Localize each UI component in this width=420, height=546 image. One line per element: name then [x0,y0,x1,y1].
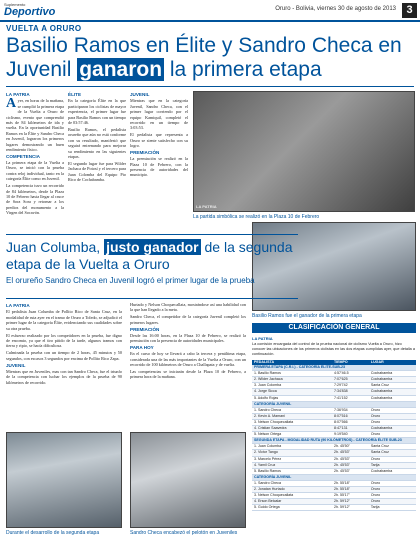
headline-part-a: Juan Columba, [6,239,105,255]
rider-time: 7:34'838 [332,389,369,395]
story1-column-2 [68,91,126,184]
classification-banner: CLASIFICACIÓN GENERAL [252,323,416,333]
rider-place: Oruro [369,456,416,462]
subheading: JUVENIL [6,362,26,368]
table-row [252,389,416,395]
intro-text: La comisión encargada del control de la prueba nacional de ciclismo Vuelta a Oruro, hizo conocer las ubicaciones de los primeros ciclistas en las dos etapas cumplidas ayer, que detalla a continuación. [252,342,415,356]
headline-part-a: Basilio Ramos en Élite y Sandro Checa en Juvenil [6,34,402,81]
second-deck: El orureño Sandro Checa en Juvenil logró el primer lugar de la prueba [6,276,255,285]
rider-time: 2h. 59'12" [332,499,369,505]
rider-time: 2h. 45'53" [332,462,369,468]
rider-place: Cochabamba [369,377,416,383]
start-line-photo [193,91,415,212]
rider-name: 3. Nelson Choquecallata [252,493,332,499]
rider-place: Cochabamba [369,426,416,432]
paragraph: Las competencias se iniciarán desde la Plaza 10 de Febrero, a primera hora de la mañana. [130,369,246,380]
byline: LA PATRIA [252,336,273,342]
category-label: PRIMERA ETAPA (C.R.I.) - CATEGORÍA ÉLITE-SUB-23 [252,365,416,371]
paragraph [6,98,64,152]
headline-divider [6,86,414,87]
rider-time: 2h. 55'18" [332,480,369,486]
rider-place: Oruro [369,407,416,413]
rider-name: 3. Nelson Choquecallata [252,419,332,425]
second-headline [6,239,302,273]
subheading: COMPETENCIA [6,154,40,160]
paragraph: Basilio Ramos, el pedalista orureño que aún no está conforme con su resultado, manifestó que seguirá entrenando para mejorar su rendimiento en las siguientes etapas. [68,127,126,160]
table-row [252,377,416,383]
rider-place: Santa Cruz [369,444,416,450]
rider-time: 2h. 45'53" [332,456,369,462]
story2-column-2 [130,302,246,381]
drop-cap: A [6,96,17,112]
logo-supertitle: Suplemento [4,2,26,7]
paragraph-text: yer, en horas de la mañana, se cumplió la primera etapa de la Vuelta a Oruro de ciclismo, evento que comprendió más de 84 kilómetros de ida y vuelta. En la oportunidad Basilio Ramos en la Élite y Sandro Checa en Juvenil, lograron los primeros lugares demostrando un buen rendimiento físico. [6,98,64,153]
rider-time: 2h. 45'50" [332,444,369,450]
category-label: SEGUNDA ETAPA - MODALIDAD RUTA (90 KILÓMETROS) - CATEGORÍA ÉLITE SUB-23 [252,438,416,444]
rider-place: Tarija [369,462,416,468]
rider-place: Cochabamba [369,389,416,395]
byline: LA PATRIA [6,92,30,98]
section-kicker: VUELTA A ORURO [6,24,82,33]
rider-time: 2h. 45'53" [332,468,369,474]
rider-name: 3. Juan Colomba [252,383,332,389]
paragraph: La primera etapa de la Vuelta a Oruro, se inició con la prueba contra reloj individual, tanto en la categoría Élite como en Juvenil. [6,160,64,182]
rider-place: Cochabamba [369,395,416,401]
paragraph: Sandro Checa, el competidor de la categoría Juvenil completó los primeros lugares. [130,314,246,325]
winner-caption: Basilio Ramos fue el ganador de la primera etapa [252,313,362,319]
subheading: JUVENIL [130,92,150,98]
rider-name: 5. Nelson Ortega [252,432,332,438]
column-header: PEDALISTA [252,360,332,365]
paragraph: En el curso de hoy se llevará a cabo la tercera y penúltima etapa, considerada una de las más importantes de la Vuelta a Oruro, con un recorrido de 100 kilómetros de Oruro a Challapata y de vuelta. [130,351,246,368]
table-row [252,426,416,432]
headline-part-b: la primera etapa [164,58,322,81]
rider-place: Santa Cruz [369,450,416,456]
paragraph: Desde las 16:00 horas, en la Plaza 10 de Febrero, se realizó la premiación con la presencia de autoridades municipales. [130,332,246,344]
rider-time: 9:19'540 [332,432,369,438]
paragraph: El segundo lugar fue para Wilder Jachaca de Potosí y el tercero para Juan Colomba del Equipo Pio Rico de Cochabamba. [68,161,126,183]
masthead [0,0,420,22]
rider-place: Oruro [369,419,416,425]
rider-place: Oruro [369,493,416,499]
column-header: TIEMPO [332,360,369,365]
paragraph: Culminada la prueba con un tiempo de 2 horas, 45 minutos y 50 segundos, con escasos 3 segundos por encima de Pollito Rico Zapa. [6,350,122,361]
rider-name: 1. Sandro Checa [252,407,332,413]
rider-name: 5. Basilio Ramos [252,468,332,474]
paragraph: En la categoría Élite en la que participaron los ciclistas de mayor experiencia, el primer lugar fue para Basilio Ramos con un tiempo de 03:57:46. [68,98,126,126]
category-label: CATEGORÍA JUVENIL [252,401,416,407]
rider-place: Cochabamba [369,468,416,474]
paragraph: El pedalista que representa a Oruro se siente satisfecho con su logro. [130,132,188,149]
category-label: CATEGORÍA JUVENIL [252,474,416,480]
race-photo [6,432,122,528]
rider-name: 2. Kevin A. Mamani [252,413,332,419]
rider-time: 7:07'625 [332,377,369,383]
rider-name: 5. Adolfo Rojas [252,395,332,401]
rider-place: Cochabamba [369,371,416,377]
table-row [252,468,416,474]
rider-time: 7:29'742 [332,383,369,389]
rider-name: 2. Jonatan Hurtado [252,486,332,492]
rider-place: Oruro [369,432,416,438]
rider-time: 8:07'516 [332,413,369,419]
peloton-caption: Sandro Checa encabezó el pelotón en Juveniles [130,530,238,536]
story1-column-1 [6,91,64,217]
classification-intro [252,335,416,357]
rider-place: Oruro [369,486,416,492]
rider-place: Tarija [369,505,416,511]
rider-name: 3. Marcelo Pérez [252,456,332,462]
rider-name: 2. Victor Tango [252,450,332,456]
rider-name: 1. Sandro Checa [252,480,332,486]
section-divider [6,234,298,235]
rider-place: Oruro [369,413,416,419]
column-header: LUGAR [369,360,416,365]
story2-column-1 [6,302,122,387]
rider-time: 2h. 45'53" [332,450,369,456]
section-divider [6,298,298,299]
rider-place: Oruro [369,499,416,505]
byline: LA PATRIA [6,303,30,309]
rider-name: 4. Erson Belcalar [252,499,332,505]
paragraph: Hurtado y Nelson Choquecallata, mostrándose así una habilidad con la que han llegado a la meta. [130,302,246,313]
publication-logo [4,2,82,19]
paragraph: Mientras que en Juveniles, mas con tan Sandro Checa, fue el triunfo de la competencia con luchar los ejemplos de la prueba de 90 kilómetros de recorrido. [6,368,122,385]
subheading: PREMIACIÓN [130,326,160,332]
rider-place: Oruro [369,480,416,486]
rider-time: 7:41'152 [332,395,369,401]
headline-highlight: justo ganador [106,239,199,255]
classification-table [252,360,416,511]
logo-title: Deportivo [4,6,56,18]
subheading: PREMIACIÓN [130,150,160,156]
table-row [252,505,416,511]
headline-highlight: ganaron [79,58,163,81]
rider-name: 2. Wilder Jachaca [252,377,332,383]
photo-credit: LA PATRIA [196,204,217,209]
paragraph: La premiación se realizó en la Plaza 10 de Febrero, con la presencia de autoridades del municipio. [130,156,188,178]
paragraph: Mientras que en la categoría Juvenil, Sandro Checa, con el primer lugar corriendo por el equipo Kamiquil, completó el recorrido en un tiempo de 3:03:53. [130,98,188,131]
start-line-caption: La partida simbólica se realizó en la Plaza 10 de Febrero [193,214,320,220]
rider-time: 2h. 55'18" [332,486,369,492]
subheading: ÉLITE [68,92,82,98]
paragraph: El pedalista Juan Columba de Pollito Rico de Santa Cruz, en la modalidad de ruta ayer en el tramo de Oruro a Toledo, se adjudicó el primer lugar de la categoría Élite, evidenciando sus cualidades sobre su otra prueba. [6,309,122,331]
rider-time: 8:07'566 [332,419,369,425]
rider-name: 1. Juan Columba [252,444,332,450]
rider-name: 4. Yamil Cruz [252,462,332,468]
rider-time: 4:57'46.5 [332,371,369,377]
rider-time: 2h. 55'17" [332,493,369,499]
table-row [252,371,416,377]
paragraph: La competencia tuvo un recorrido de 84 kilómetros, desde la Plaza 10 de Febrero hasta llegar al cruce de Sora Sora y retornar a los predios del monumento a la Virgen del Socavón. [6,183,64,216]
story1-column-3 [130,91,188,179]
rider-time: 7:36'934 [332,407,369,413]
race-caption: Durante el desarrollo de la segunda etapa [6,530,100,536]
table-row [252,395,416,401]
category-row [252,438,416,444]
subheading: PARA HOY [130,345,154,351]
rider-time: 2h. 59'12" [332,505,369,511]
dateline: Oruro - Bolivia, viernes 30 de agosto de 2013 [275,6,396,12]
main-headline [6,34,416,82]
peloton-photo [130,432,246,528]
headline-part-b: de la segunda etapa de la Vuelta a Oruro [6,239,293,272]
rider-place: Santa Cruz [369,383,416,389]
rider-name: 4. Cristian Saavedra [252,426,332,432]
page-number: 3 [402,3,417,18]
rider-name: 5. Guido Ortega [252,505,332,511]
rider-name: 1. Basilio Ramos [252,371,332,377]
rider-name: 4. Jorge Sicca [252,389,332,395]
paragraph: El esfuerzo realizado por los competidores en la prueba, fue digno de encomio, ya que el tiro pitido de la tarde, algunos tramos con tierra y ripio, se hacía dificultosa. [6,332,122,349]
rider-time: 8:47'131 [332,426,369,432]
